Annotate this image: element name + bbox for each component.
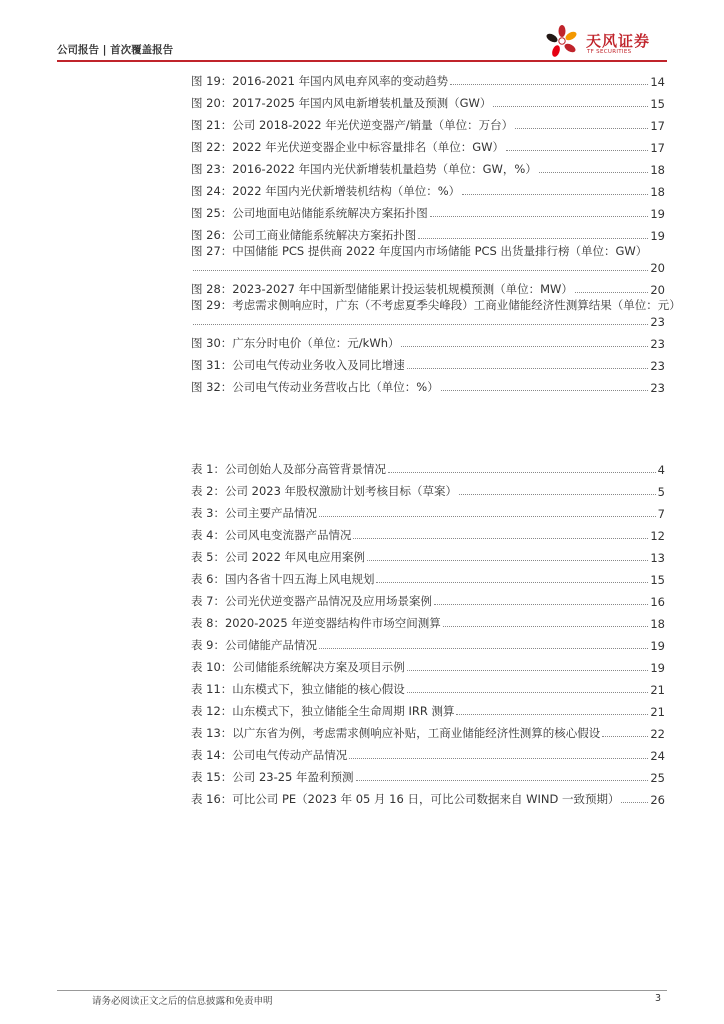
toc-entry-label: 表 10：公司储能系统解决方案及项目示例 bbox=[191, 660, 405, 674]
toc-entry-label: 表 1：公司创始人及部分高管背景情况 bbox=[191, 462, 386, 476]
toc-entry-label: 图 27：中国储能 PCS 提供商 2022 年度国内市场储能 PCS 出货量排行榜（单位：GW） bbox=[191, 244, 648, 258]
dot-leader bbox=[456, 713, 648, 715]
dot-leader bbox=[418, 237, 648, 239]
toc-entry-page: 20 bbox=[650, 261, 665, 275]
dot-leader bbox=[430, 215, 649, 217]
dot-leader bbox=[193, 323, 648, 325]
toc-entry[interactable] bbox=[191, 221, 665, 243]
toc-entry-page: 21 bbox=[650, 683, 665, 697]
toc-entry-label: 图 22：2022 年光伏逆变器企业中标容量排名（单位：GW） bbox=[191, 140, 504, 154]
toc-entry-page: 17 bbox=[650, 119, 665, 133]
toc-entry[interactable] bbox=[191, 785, 665, 807]
toc-entry-label: 图 21：公司 2018-2022 年光伏逆变器产/销量（单位：万台） bbox=[191, 118, 514, 132]
toc-entry-label: 图 19：2016-2021 年国内风电弃风率的变动趋势 bbox=[191, 74, 449, 88]
dot-leader bbox=[515, 127, 648, 129]
dot-leader bbox=[441, 389, 649, 391]
page-header bbox=[57, 30, 667, 60]
logo-flower-icon bbox=[542, 24, 582, 58]
dot-leader bbox=[353, 537, 648, 539]
toc-entry-page: 23 bbox=[650, 315, 665, 329]
toc-entry[interactable] bbox=[191, 89, 665, 111]
footer-divider bbox=[57, 990, 667, 991]
toc-entry-label: 图 24：2022 年国内光伏新增装机结构（单位：%） bbox=[191, 184, 461, 198]
toc-entry-page: 19 bbox=[650, 639, 665, 653]
toc-entry-page: 15 bbox=[650, 97, 665, 111]
toc-entry[interactable] bbox=[191, 499, 665, 521]
toc-entry[interactable] bbox=[191, 609, 665, 631]
toc-entry-page: 25 bbox=[650, 771, 665, 785]
dot-leader bbox=[356, 779, 649, 781]
dot-leader bbox=[506, 149, 648, 151]
toc-entry-page: 16 bbox=[650, 595, 665, 609]
toc-entry-page: 5 bbox=[657, 485, 665, 499]
toc-entry[interactable] bbox=[191, 243, 665, 275]
toc-entry-label: 表 3：公司主要产品情况 bbox=[191, 506, 317, 520]
toc-entry-page: 17 bbox=[650, 141, 665, 155]
toc-entry-page: 18 bbox=[650, 617, 665, 631]
header-divider bbox=[57, 60, 667, 62]
toc-entry-page: 23 bbox=[650, 337, 665, 351]
dot-leader bbox=[319, 515, 656, 517]
toc-entry-label: 表 14：公司电气传动产品情况 bbox=[191, 748, 348, 762]
toc-entry[interactable] bbox=[191, 741, 665, 763]
toc-entry-label: 表 12：山东模式下，独立储能全生命周期 IRR 测算 bbox=[191, 704, 455, 718]
toc-entry[interactable] bbox=[191, 565, 665, 587]
toc-entry[interactable] bbox=[191, 199, 665, 221]
toc-entry-label: 表 9：公司储能产品情况 bbox=[191, 638, 317, 652]
footer-disclaimer: 请务必阅读正文之后的信息披露和免责申明 bbox=[92, 996, 273, 1007]
dot-leader bbox=[319, 647, 648, 649]
toc-entry[interactable] bbox=[191, 763, 665, 785]
toc-entry-label: 表 15：公司 23-25 年盈利预测 bbox=[191, 770, 354, 784]
dot-leader bbox=[349, 757, 648, 759]
dot-leader bbox=[407, 367, 649, 369]
dot-leader bbox=[575, 291, 648, 293]
toc-entry-page: 12 bbox=[650, 529, 665, 543]
dot-leader bbox=[493, 105, 648, 107]
dot-leader bbox=[462, 193, 648, 195]
report-type-label: 公司报告 | 首次覆盖报告 bbox=[57, 44, 174, 56]
dot-leader bbox=[450, 83, 648, 85]
toc-entry[interactable] bbox=[191, 133, 665, 155]
toc-entry-page: 13 bbox=[650, 551, 665, 565]
toc-entry-page: 18 bbox=[650, 185, 665, 199]
toc-entry[interactable] bbox=[191, 587, 665, 609]
toc-entry[interactable] bbox=[191, 177, 665, 199]
toc-entry[interactable] bbox=[191, 631, 665, 653]
dot-leader bbox=[602, 735, 648, 737]
toc-entry-page: 24 bbox=[650, 749, 665, 763]
toc-entry[interactable] bbox=[191, 373, 665, 395]
toc-entry[interactable] bbox=[191, 297, 681, 329]
toc-entry[interactable] bbox=[191, 719, 665, 741]
toc-entry[interactable] bbox=[191, 351, 665, 373]
toc-entry-label: 图 32：公司电气传动业务营收占比（单位：%） bbox=[191, 380, 439, 394]
toc-entry[interactable] bbox=[191, 697, 665, 719]
toc-entry[interactable] bbox=[191, 521, 665, 543]
toc-entry-label: 表 2：公司 2023 年股权激励计划考核目标（草案） bbox=[191, 484, 458, 498]
toc-entry[interactable] bbox=[191, 329, 665, 351]
toc-entry[interactable] bbox=[191, 67, 665, 89]
logo-name: 天风证券 bbox=[586, 32, 651, 50]
toc-entry-page: 26 bbox=[650, 793, 665, 807]
toc-entry-label: 图 26：公司工商业储能系统解决方案拓扑图 bbox=[191, 228, 417, 242]
figure-index bbox=[191, 67, 681, 395]
toc-entry-page: 19 bbox=[650, 661, 665, 675]
logo-subtitle: TF SECURITIES bbox=[587, 49, 632, 55]
dot-leader bbox=[401, 345, 648, 347]
toc-entry-label: 表 16：可比公司 PE（2023 年 05 月 16 日，可比公司数据来自 WIND 一致预期） bbox=[191, 792, 620, 806]
dot-leader bbox=[376, 581, 648, 583]
toc-entry[interactable] bbox=[191, 155, 665, 177]
toc-entry-page: 21 bbox=[650, 705, 665, 719]
toc-entry-label: 图 30：广东分时电价（单位：元/kWh） bbox=[191, 336, 400, 350]
toc-entry-label: 表 11：山东模式下，独立储能的核心假设 bbox=[191, 682, 405, 696]
toc-entry-page: 19 bbox=[650, 207, 665, 221]
toc-entry-page: 18 bbox=[650, 163, 665, 177]
dot-leader bbox=[407, 669, 649, 671]
toc-entry-label: 图 20：2017-2025 年国内风电新增装机量及预测（GW） bbox=[191, 96, 492, 110]
toc-entry-page: 4 bbox=[657, 463, 665, 477]
toc-entry-page: 14 bbox=[650, 75, 665, 89]
toc-entry[interactable] bbox=[191, 653, 665, 675]
toc-entry-label: 图 31：公司电气传动业务收入及同比增速 bbox=[191, 358, 405, 372]
toc-entry[interactable] bbox=[191, 455, 665, 477]
dot-leader bbox=[388, 471, 656, 473]
toc-entry-label: 图 25：公司地面电站储能系统解决方案拓扑图 bbox=[191, 206, 428, 220]
toc-entry[interactable] bbox=[191, 111, 665, 133]
dot-leader bbox=[407, 691, 649, 693]
toc-entry[interactable] bbox=[191, 477, 665, 499]
dot-leader bbox=[367, 559, 648, 561]
toc-entry-page: 23 bbox=[650, 381, 665, 395]
toc-entry-label: 表 7：公司光伏逆变器产品情况及应用场景案例 bbox=[191, 594, 432, 608]
page-number: 3 bbox=[655, 993, 662, 1004]
table-index bbox=[191, 455, 665, 807]
toc-entry-label: 表 13：以广东省为例，考虑需求侧响应补贴，工商业储能经济性测算的核心假设 bbox=[191, 726, 601, 740]
dot-leader bbox=[459, 493, 656, 495]
company-logo bbox=[542, 24, 667, 58]
toc-entry[interactable] bbox=[191, 675, 665, 697]
dot-leader bbox=[434, 603, 648, 605]
dot-leader bbox=[539, 171, 649, 173]
toc-entry-page: 23 bbox=[650, 359, 665, 373]
toc-entry-label: 图 23：2016-2022 年国内光伏新增装机量趋势（单位：GW，%） bbox=[191, 162, 537, 176]
toc-entry-label: 表 6：国内各省十四五海上风电规划 bbox=[191, 572, 375, 586]
toc-entry-page: 19 bbox=[650, 229, 665, 243]
toc-entry[interactable] bbox=[191, 543, 665, 565]
dot-leader bbox=[443, 625, 649, 627]
toc-entry-page: 22 bbox=[650, 727, 665, 741]
toc-entry-page: 15 bbox=[650, 573, 665, 587]
toc-entry-page: 7 bbox=[657, 507, 665, 521]
toc-entry-label: 表 4：公司风电变流器产品情况 bbox=[191, 528, 352, 542]
toc-entry-label: 图 29：考虑需求侧响应时，广东（不考虑夏季尖峰段）工商业储能经济性测算结果（单位：元） bbox=[191, 298, 681, 312]
toc-entry[interactable] bbox=[191, 275, 665, 297]
dot-leader bbox=[193, 269, 648, 271]
toc-entry-label: 表 5：公司 2022 年风电应用案例 bbox=[191, 550, 366, 564]
dot-leader bbox=[621, 801, 648, 803]
toc-entry-label: 表 8：2020-2025 年逆变器结构件市场空间测算 bbox=[191, 616, 441, 630]
toc-entry-page: 20 bbox=[650, 283, 665, 297]
toc-entry-label: 图 28：2023-2027 年中国新型储能累计投运装机规模预测（单位：MW） bbox=[191, 282, 573, 296]
